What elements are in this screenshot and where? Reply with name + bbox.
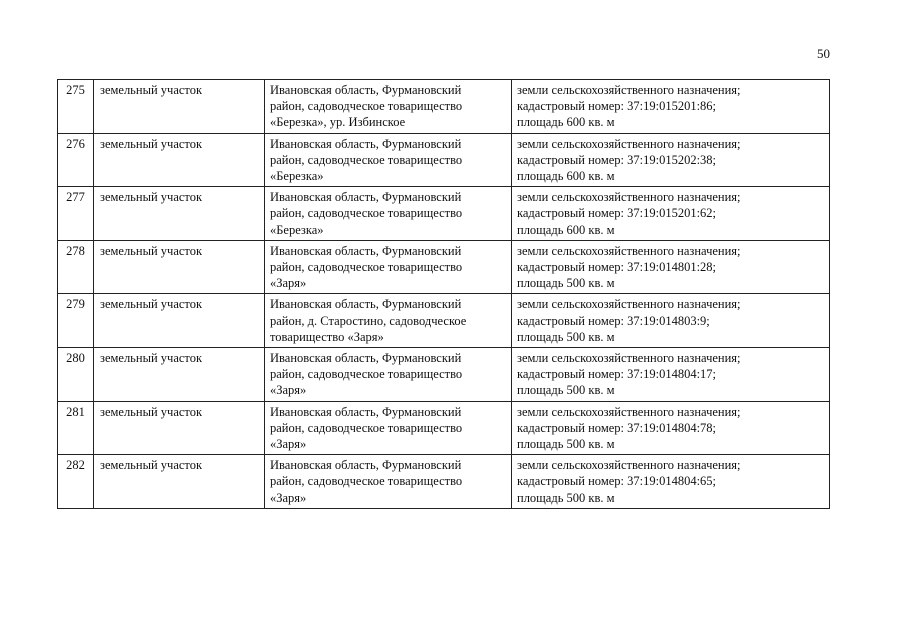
table-row [58,294,830,348]
description-line: земли сельскохозяйственного назначения; [517,351,741,366]
object-address [265,240,512,294]
row-number: 280 [58,348,94,402]
object-description [512,455,830,509]
object-type: земельный участок [94,133,265,187]
address-line: Ивановская область, Фурмановский [270,351,462,366]
description-line: площадь 500 кв. м [517,276,615,291]
description-line: кадастровый номер: 37:19:014803:9; [517,313,710,328]
object-address [265,348,512,402]
row-number: 277 [58,187,94,241]
row-number: 278 [58,240,94,294]
object-address [265,80,512,134]
row-number: 275 [58,80,94,134]
address-line: «Березка», ур. Избинское [270,115,406,130]
object-address [265,455,512,509]
object-type: земельный участок [94,348,265,402]
address-line: товарищество «Заря» [270,329,384,344]
object-address [265,187,512,241]
address-line: район, садоводческое товарищество [270,474,463,489]
description-line: площадь 600 кв. м [517,169,615,184]
description-line: кадастровый номер: 37:19:015201:86; [517,99,717,114]
object-type: земельный участок [94,240,265,294]
object-type: земельный участок [94,294,265,348]
object-address [265,133,512,187]
description-line: кадастровый номер: 37:19:014801:28; [517,260,717,275]
object-address [265,294,512,348]
address-line: район, садоводческое товарищество [270,206,463,221]
description-line: площадь 500 кв. м [517,383,615,398]
table-row [58,348,830,402]
description-line: кадастровый номер: 37:19:015201:62; [517,206,717,221]
address-line: Ивановская область, Фурмановский [270,83,462,97]
address-line: район, садоводческое товарищество [270,152,463,167]
object-type: земельный участок [94,455,265,509]
description-line: кадастровый номер: 37:19:014804:78; [517,420,717,435]
row-number: 279 [58,294,94,348]
table-row [58,240,830,294]
object-description [512,348,830,402]
address-line: «Заря» [270,383,307,398]
address-line: Ивановская область, Фурмановский [270,404,462,419]
address-line: Ивановская область, Фурмановский [270,190,462,205]
description-line: земли сельскохозяйственного назначения; [517,404,741,419]
description-line: земли сельскохозяйственного назначения; [517,190,741,205]
address-line: район, садоводческое товарищество [270,367,463,382]
description-line: площадь 600 кв. м [517,222,615,237]
table-row [58,401,830,455]
row-number: 282 [58,455,94,509]
object-description [512,187,830,241]
description-line: площадь 500 кв. м [517,437,615,452]
description-line: земли сельскохозяйственного назначения; [517,297,741,312]
description-line: площадь 500 кв. м [517,329,615,344]
page-number: 50 [817,46,830,61]
address-line: район, д. Старостино, садоводческое [270,313,467,328]
object-description [512,133,830,187]
table-row [58,133,830,187]
object-type: земельный участок [94,401,265,455]
description-line: земли сельскохозяйственного назначения; [517,83,741,97]
description-line: площадь 500 кв. м [517,490,615,505]
address-line: «Заря» [270,276,307,291]
address-line: район, садоводческое товарищество [270,260,463,275]
address-line: Ивановская область, Фурмановский [270,458,462,473]
description-line: кадастровый номер: 37:19:014804:65; [517,474,717,489]
address-line: район, садоводческое товарищество [270,99,463,114]
address-line: «Березка» [270,222,324,237]
table-row [58,187,830,241]
description-line: земли сельскохозяйственного назначения; [517,458,741,473]
object-description [512,240,830,294]
object-type: земельный участок [94,80,265,134]
address-line: Ивановская область, Фурмановский [270,243,462,258]
description-line: земли сельскохозяйственного назначения; [517,243,741,258]
object-address [265,401,512,455]
object-type: земельный участок [94,187,265,241]
table-row [58,80,830,134]
row-number: 276 [58,133,94,187]
address-line: Ивановская область, Фурмановский [270,136,462,151]
description-line: кадастровый номер: 37:19:015202:38; [517,152,717,167]
address-line: «Заря» [270,490,307,505]
object-description [512,294,830,348]
table-row [58,455,830,509]
address-line: район, садоводческое товарищество [270,420,463,435]
address-line: Ивановская область, Фурмановский [270,297,462,312]
object-description [512,401,830,455]
description-line: кадастровый номер: 37:19:014804:17; [517,367,717,382]
table-body [58,80,830,509]
land-plots-table [57,79,830,509]
description-line: площадь 600 кв. м [517,115,615,130]
address-line: «Заря» [270,437,307,452]
address-line: «Березка» [270,169,324,184]
row-number: 281 [58,401,94,455]
description-line: земли сельскохозяйственного назначения; [517,136,741,151]
object-description [512,80,830,134]
